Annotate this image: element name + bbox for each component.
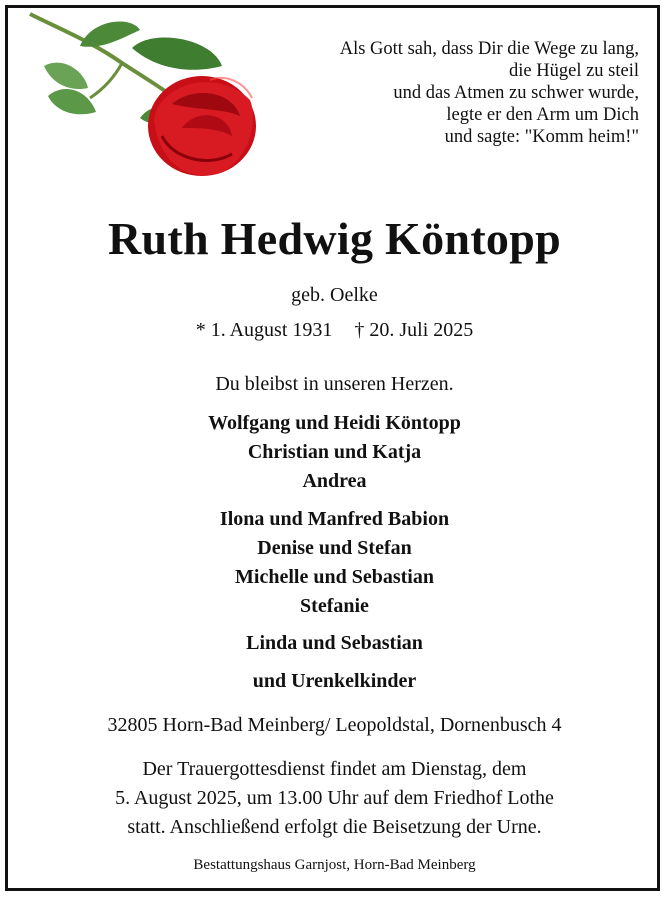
- birth-name: geb. Oelke: [291, 284, 378, 306]
- death-date: † 20. Juli 2025: [354, 319, 474, 341]
- motto: Du bleibst in unseren Herzen.: [215, 373, 454, 395]
- family-group-3: [0, 629, 669, 658]
- poem: [340, 38, 639, 148]
- red-rose-icon: [22, 8, 262, 193]
- family-group-4: [0, 667, 669, 696]
- poem-line: und sagte: "Komm heim!": [444, 127, 639, 147]
- deceased-name: Ruth Hedwig Köntopp: [107, 213, 562, 264]
- poem-line: Als Gott sah, dass Dir die Wege zu lang,: [339, 39, 639, 59]
- life-dates: [0, 319, 669, 342]
- service-line: statt. Anschließend erfolgt die Beisetzung der Urne.: [127, 816, 542, 838]
- family-line: Michelle und Sebastian: [235, 566, 434, 588]
- address: 32805 Horn-Bad Meinberg/ Leopoldstal, Dornenbusch 4: [107, 714, 562, 736]
- family-line: und Urenkelkinder: [252, 670, 417, 692]
- family-line: Christian und Katja: [247, 441, 422, 463]
- family-line: Denise und Stefan: [257, 537, 412, 559]
- service-line: 5. August 2025, um 13.00 Uhr auf dem Friedhof Lothe: [115, 787, 554, 809]
- poem-line: legte er den Arm um Dich: [446, 105, 639, 125]
- family-line: Wolfgang und Heidi Köntopp: [208, 412, 461, 434]
- family-line: Stefanie: [300, 595, 369, 617]
- birth-date: * 1. August 1931: [195, 319, 333, 341]
- poem-line: die Hügel zu steil: [509, 61, 639, 81]
- service-info: [0, 755, 669, 842]
- family-line: Ilona und Manfred Babion: [219, 508, 450, 530]
- family-line: Andrea: [302, 470, 367, 492]
- family-group-2: [0, 505, 669, 621]
- funeral-home: Bestattungshaus Garnjost, Horn-Bad Meinberg: [193, 857, 476, 873]
- poem-line: und das Atmen zu schwer wurde,: [393, 83, 639, 103]
- family-group-1: [0, 409, 669, 496]
- service-line: Der Trauergottesdienst findet am Dienstag, dem: [142, 758, 527, 780]
- family-line: Linda und Sebastian: [246, 632, 423, 654]
